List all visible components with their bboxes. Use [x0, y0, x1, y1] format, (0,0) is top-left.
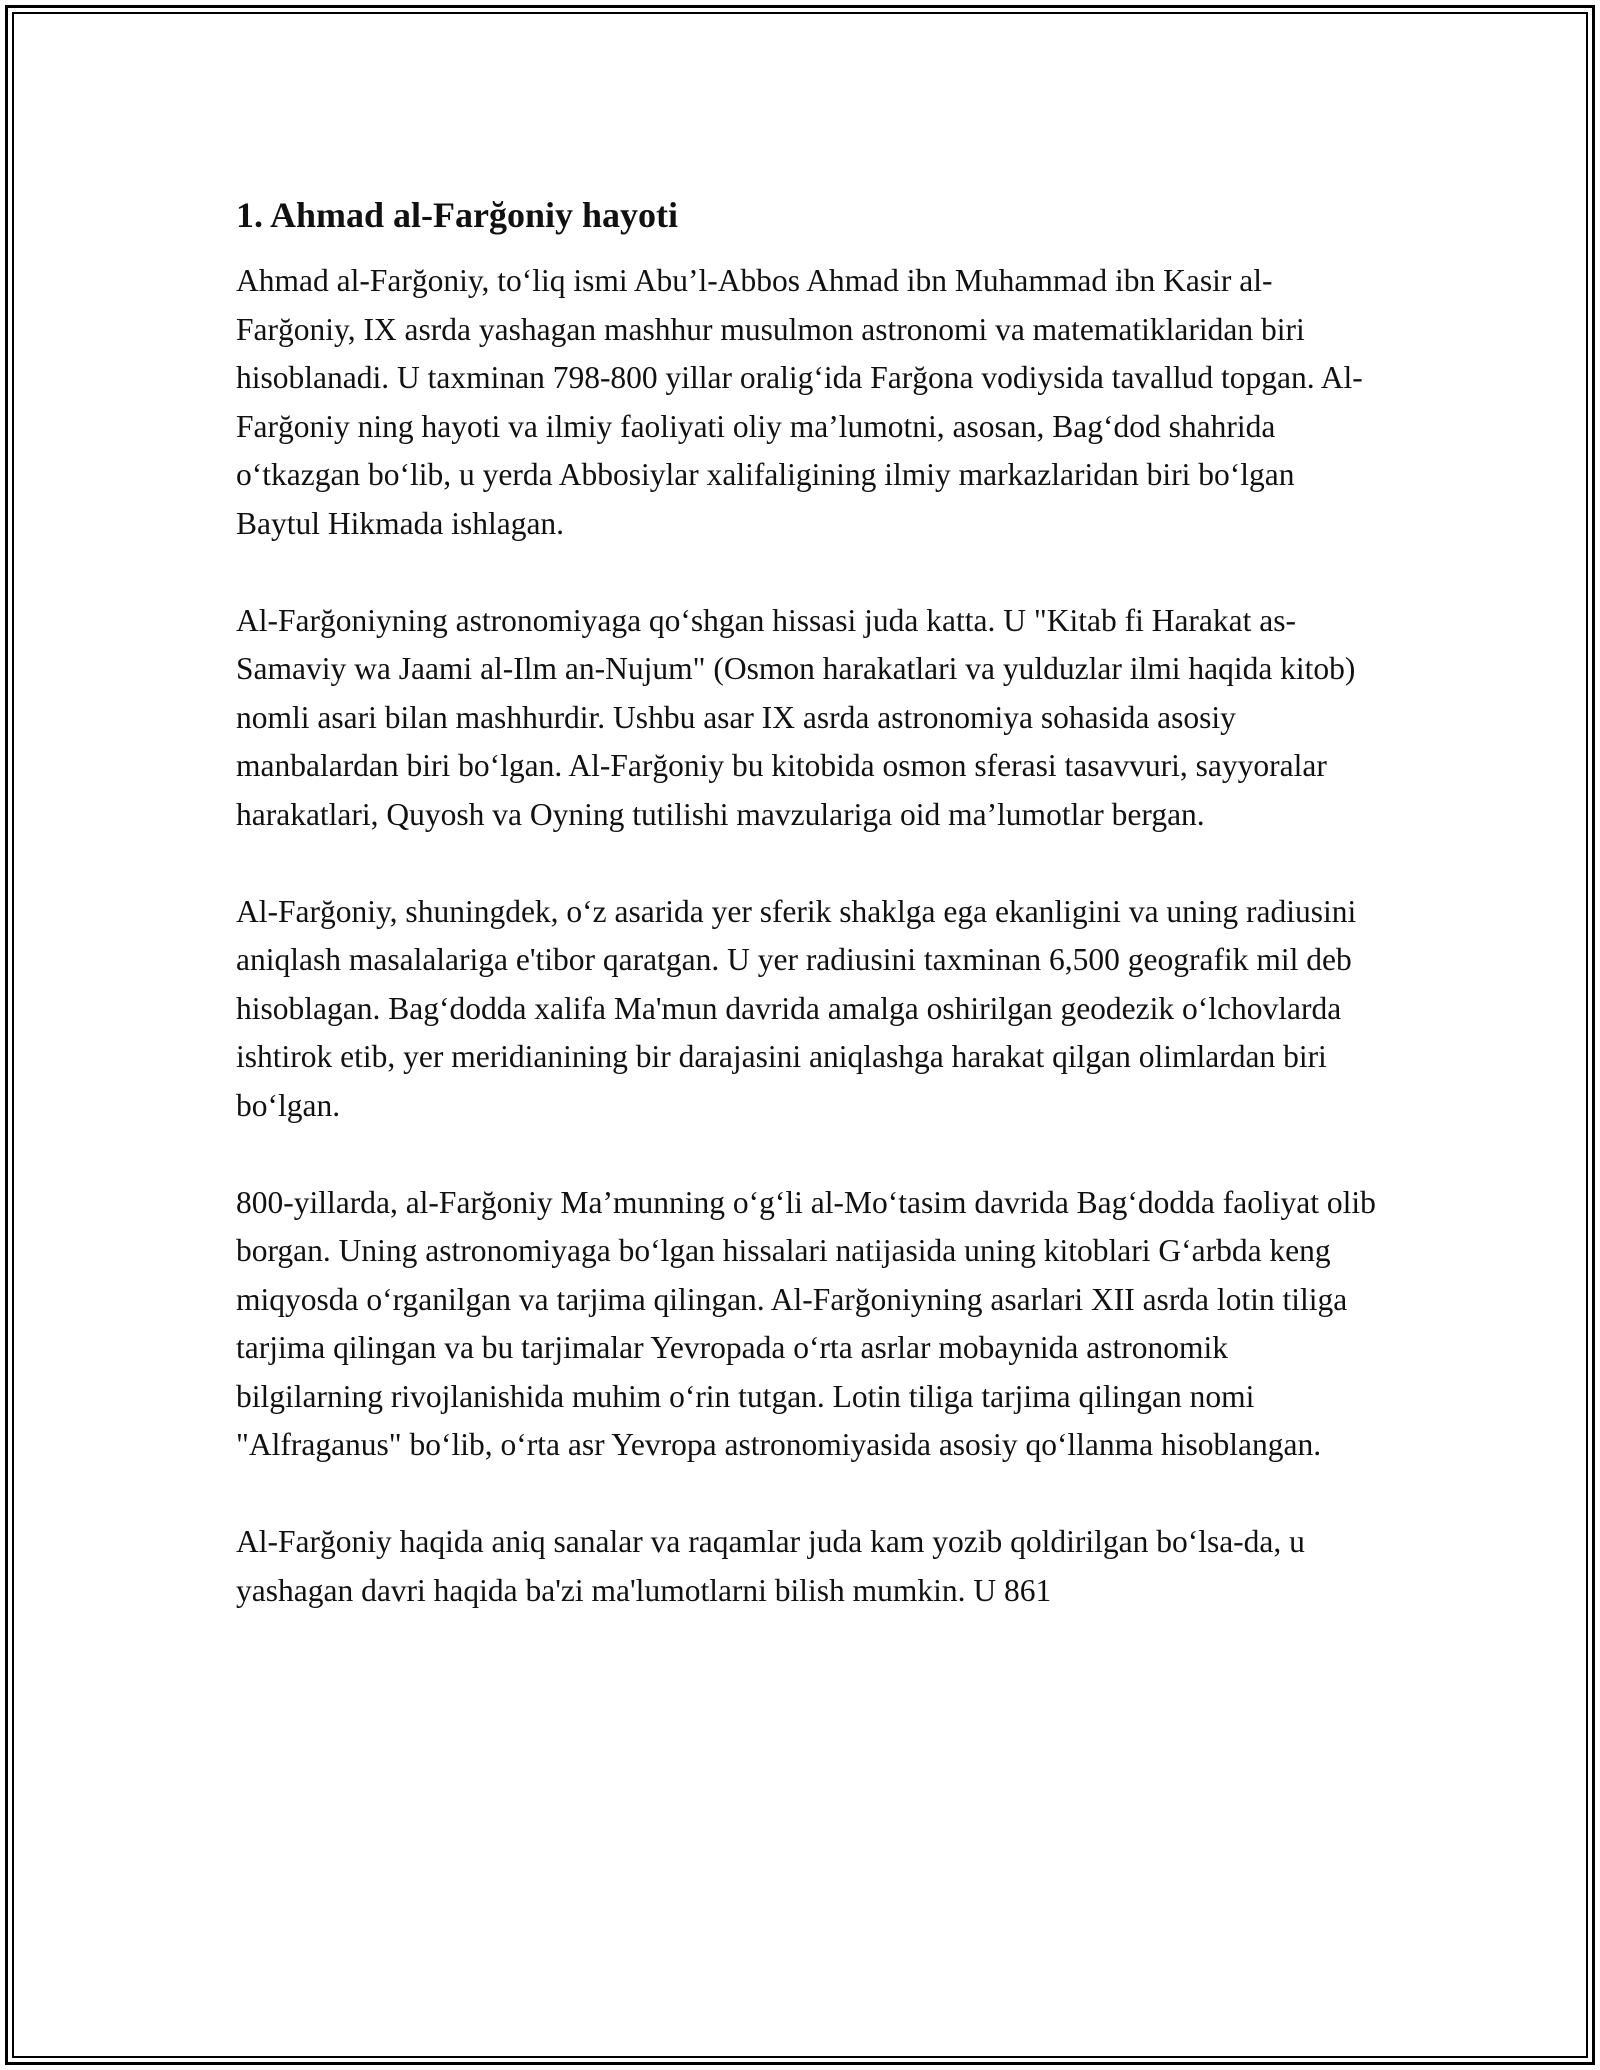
- document-body: [236, 180, 1376, 1664]
- paragraph-earth-radius: Al-Farğoniy, shuningdek, oʻz asarida yer sferik shaklga ega ekanligini va uning radiusini aniqlash masalalariga e'tibor qaratgan. U yer radiusini taxminan 6,500 geografik mil deb hisoblagan. Bagʻdodda xalifa Ma'mun davrida amalga oshirilgan geodezik oʻlchovlarda ishtirok etib, yer meridianining bir darajasini aniqlashga harakat qilgan olimlardan biri boʻlgan.: [236, 893, 1357, 1123]
- paragraph-astronomy-contribution: Al-Farğoniyning astronomiyaga qoʻshgan hissasi juda katta. U "Kitab fi Harakat as-Samaviy wa Jaami al-Ilm an-Nujum" (Osmon harakatlari va yulduzlar ilmi haqida kitob) nomli asari bilan mashhurdir. Ushbu asar IX asrda astronomiya sohasida asosiy manbalardan biri boʻlgan. Al-Farğoniy bu kitobida osmon sferasi tasavvuri, sayyoralar harakatlari, Quyosh va Oyning tutilishi mavzulariga oid ma’lumotlar bergan.: [236, 602, 1356, 832]
- paragraph-legacy: 800-yillarda, al-Farğoniy Ma’munning oʻgʻli al-Moʻtasim davrida Bagʻdodda faoliyat olib borgan. Uning astronomiyaga boʻlgan hissalari natijasida uning kitoblari Gʻarbda keng miqyosda oʻrganilgan va tarjima qilingan. Al-Farğoniyning asarlari XII asrda lotin tiliga tarjima qilingan va bu tarjimalar Yevropada oʻrta asrlar mobaynida astronomik bilgilarning rivojlanishida muhim oʻrin tutgan. Lotin tiliga tarjima qilingan nomi "Alfraganus" boʻlib, oʻrta asr Yevropa astronomiyasida asosiy qoʻllanma hisoblangan.: [236, 1184, 1376, 1462]
- paragraph-dates: Al-Farğoniy haqida aniq sanalar va raqamlar juda kam yozib qoldirilgan boʻlsa-da, u yashagan davri haqida ba'zi ma'lumotlarni bilish mumkin. U 861: [236, 1524, 1305, 1608]
- paragraph-biography: Ahmad al-Farğoniy, toʻliq ismi Abu’l-Abbos Ahmad ibn Muhammad ibn Kasir al-Farğoniy, IX asrda yashagan mashhur musulmon astronomi va matematiklaridan biri hisoblanadi. U taxminan 798-800 yillar oraligʻida Farğona vodiysida tavallud topgan. Al-Farğoniy ning hayoti va ilmiy faoliyati oliy ma’lumotni, asosan, Bagʻdod shahrida oʻtkazgan boʻlib, u yerda Abbosiylar xalifaligining ilmiy markazlaridan biri boʻlgan Baytul Hikmada ishlagan.: [236, 263, 1363, 541]
- section-heading: 1. Ahmad al-Farğoniy hayoti: [236, 195, 679, 235]
